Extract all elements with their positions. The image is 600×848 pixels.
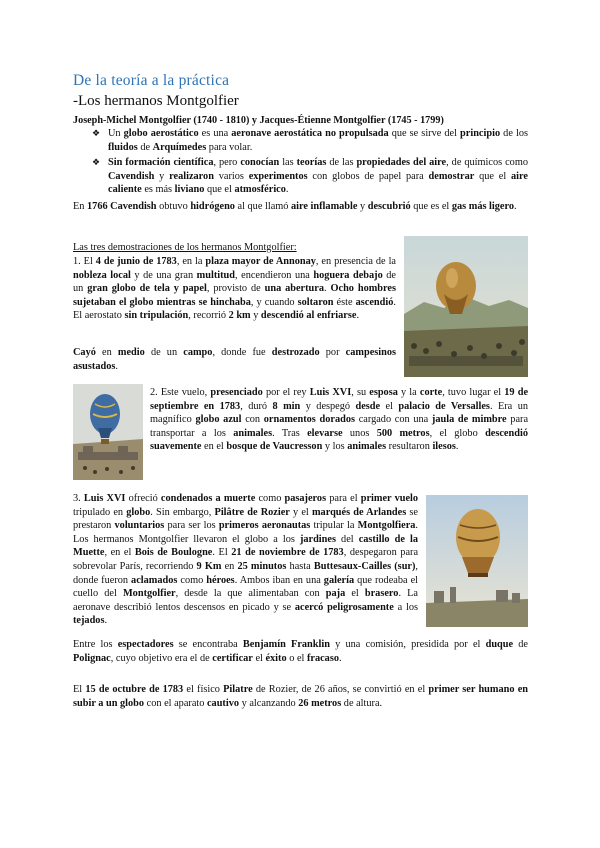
text-run: como bbox=[177, 574, 207, 586]
bold-run: aclamados bbox=[131, 574, 178, 586]
bold-run: Cayó bbox=[73, 347, 96, 358]
text-run: . Tras bbox=[272, 427, 308, 439]
text-run: . bbox=[104, 615, 108, 627]
demo-3-spectators bbox=[73, 638, 528, 665]
text-run: de un bbox=[144, 347, 184, 358]
text-run: . bbox=[356, 310, 360, 322]
text-run: en el bbox=[201, 441, 227, 453]
text-run: que rodeaba el cuello del bbox=[73, 574, 419, 600]
text-run: , el globo bbox=[429, 427, 486, 439]
bold-run: plaza mayor de Annonay bbox=[205, 256, 316, 267]
bold-run: primeros aeronautas bbox=[218, 520, 311, 532]
bold-run: Pilâtre de Rozier bbox=[214, 506, 290, 518]
text-run: y alcanzando bbox=[239, 697, 299, 709]
bold-run: descendió al enfriarse bbox=[260, 310, 357, 322]
text-run: , tuvo lugar el bbox=[442, 387, 505, 398]
bold-run: jardines bbox=[299, 533, 336, 545]
text-run: y una comisión, presidida por el bbox=[329, 639, 486, 650]
text-run: de bbox=[137, 141, 153, 153]
text-run: de las bbox=[326, 157, 357, 168]
bold-run: 8 min bbox=[272, 400, 301, 412]
text-run: se prestaron bbox=[73, 506, 418, 532]
bold-run: sin tripulación bbox=[124, 310, 189, 322]
bold-run: ascendió bbox=[355, 296, 394, 308]
bold-run: 15 de octubre de 1783 bbox=[85, 684, 184, 695]
bullet-icon: ❖ bbox=[92, 157, 101, 167]
bold-run: aire inflamable bbox=[291, 201, 358, 212]
bold-run: pasajeros bbox=[284, 493, 327, 504]
text-run: , cuyo objetivo era el de bbox=[110, 652, 213, 664]
text-run: y los bbox=[322, 441, 348, 453]
bold-run: palacio de Versalles bbox=[398, 400, 490, 412]
bold-run: Cavendish bbox=[108, 170, 155, 182]
text-run: , donde fueron bbox=[73, 560, 418, 586]
text-run: , de químicos como bbox=[446, 157, 528, 168]
demo-3-paragraph bbox=[73, 492, 418, 628]
text-run: para transportar a los bbox=[150, 414, 529, 439]
bold-run: fluidos bbox=[108, 141, 138, 153]
text-run: que es el bbox=[410, 201, 452, 212]
versailles-balloon-image bbox=[73, 384, 143, 480]
bold-run: destrozado bbox=[271, 347, 320, 358]
bold-run: conocían bbox=[240, 157, 280, 168]
bold-run: marqués de Arlandes bbox=[311, 506, 407, 518]
bold-run: una abertura bbox=[264, 283, 325, 295]
bold-run: descendió suavemente bbox=[150, 427, 528, 453]
text-run: , su bbox=[351, 387, 370, 398]
text-run: . bbox=[338, 652, 342, 664]
bold-run: elevarse bbox=[307, 427, 343, 439]
bold-run: 25 minutos bbox=[237, 560, 287, 572]
bold-run: campo bbox=[183, 347, 213, 358]
text-run: En bbox=[73, 201, 88, 212]
bold-run: atmosférico bbox=[234, 184, 286, 196]
demo-2-paragraph bbox=[150, 386, 528, 454]
text-run: y bbox=[250, 310, 261, 322]
text-run: y bbox=[357, 201, 368, 212]
text-run: , recorrió bbox=[188, 310, 229, 322]
text-run: el bbox=[345, 588, 365, 600]
bold-run: nobleza local bbox=[73, 269, 131, 281]
bold-run: Ocho hombres sujetaban el globo mientras se hinchaba bbox=[73, 283, 396, 308]
bold-run: 26 metros bbox=[298, 697, 342, 709]
bold-run: desde bbox=[355, 400, 381, 412]
bold-run: propiedades del aire bbox=[356, 157, 447, 168]
text-run: El bbox=[73, 684, 86, 695]
text-run: que se sirve del bbox=[388, 128, 461, 139]
bold-run: cautivo bbox=[206, 697, 240, 709]
bold-run: brasero bbox=[364, 588, 399, 600]
bold-run: soltaron bbox=[297, 296, 334, 308]
bold-run: globo aerostático bbox=[123, 128, 199, 139]
section-subtitle: -Los hermanos Montgolfier bbox=[73, 93, 239, 109]
bold-run: animales bbox=[347, 441, 387, 453]
text-run: 3. bbox=[73, 493, 84, 504]
bold-run: Montgolfier bbox=[122, 588, 176, 600]
bold-run: 500 metros bbox=[376, 427, 430, 439]
text-run: y de una gran bbox=[130, 269, 197, 281]
text-run: hasta bbox=[286, 560, 314, 572]
text-run: . bbox=[324, 283, 331, 295]
text-run: es más bbox=[141, 184, 175, 196]
text-run: es una bbox=[198, 128, 232, 139]
bold-run: certificar bbox=[212, 652, 253, 664]
text-run: 1. El bbox=[73, 256, 96, 267]
text-run: para ser los bbox=[164, 520, 219, 532]
bold-run: ornamentos dorados bbox=[263, 414, 355, 426]
bold-run: Polignac bbox=[73, 652, 111, 664]
text-run: . bbox=[115, 360, 118, 372]
text-run: , despegaron para sobrevolar París, recorriendo bbox=[73, 547, 419, 572]
annonay-balloon-image bbox=[404, 236, 528, 377]
bold-run: 2 km bbox=[228, 310, 251, 322]
text-run: Entre los bbox=[73, 639, 118, 650]
bold-run: éxito bbox=[265, 652, 287, 664]
bold-run: Sin formación científica bbox=[108, 157, 214, 168]
text-run: cargado con una bbox=[355, 414, 432, 426]
text-run: y la bbox=[397, 387, 420, 398]
bold-run: Pilatre bbox=[223, 684, 253, 695]
text-run: que el bbox=[474, 170, 512, 182]
text-run: con globos de papel para bbox=[307, 170, 429, 182]
bold-run: experimentos bbox=[248, 170, 308, 182]
bold-run: 21 de noviembre de 1783 bbox=[231, 547, 344, 559]
text-run: varios bbox=[213, 170, 249, 182]
text-run: , provisto de bbox=[206, 283, 265, 295]
bold-run: Buttesaux-Cailles (sur) bbox=[313, 560, 416, 572]
bullet-item bbox=[108, 156, 528, 197]
demo-1-landing bbox=[73, 346, 396, 373]
bold-run: primer ser humano en subir a un globo bbox=[73, 684, 529, 709]
bold-run: 9 Km bbox=[196, 560, 222, 572]
text-run: , desde la que alimentaban con bbox=[175, 588, 326, 600]
text-run: al que llamó bbox=[234, 201, 291, 212]
text-run: de bbox=[513, 639, 528, 650]
text-run: . El bbox=[212, 547, 232, 559]
bold-run: campesinos asustados bbox=[73, 347, 397, 372]
bold-run: globo bbox=[126, 506, 151, 518]
text-run: . Sin embargo, bbox=[150, 506, 215, 518]
text-run: en bbox=[221, 560, 238, 572]
text-run: . Los hermanos Montgolfier llevaron el globo a los bbox=[73, 520, 418, 545]
text-run: de Rozier, de 26 años, se convirtió en el bbox=[252, 684, 429, 695]
text-run: , en el bbox=[104, 547, 135, 559]
text-run: 2. Este vuelo, bbox=[150, 387, 211, 398]
bold-run: héroes bbox=[206, 574, 235, 586]
bold-run: Benjamín Franklin bbox=[242, 639, 330, 650]
text-run: , en la bbox=[176, 256, 206, 267]
bold-run: Luis XVI bbox=[83, 493, 126, 504]
text-run: que el bbox=[204, 184, 235, 196]
text-run: tripulado en bbox=[73, 506, 127, 518]
text-run: con bbox=[241, 414, 264, 426]
text-run: como bbox=[255, 493, 285, 504]
demo-1-paragraph bbox=[73, 255, 396, 323]
bold-run: castillo de la Muette bbox=[73, 533, 418, 559]
bold-run: 1766 Cavendish bbox=[87, 201, 157, 212]
bold-run: Bois de Boulogne bbox=[134, 547, 213, 559]
bold-run: voluntarios bbox=[114, 520, 165, 532]
text-run: de los bbox=[500, 128, 528, 139]
bold-run: animales bbox=[233, 427, 273, 439]
text-run: obtuvo bbox=[156, 201, 191, 212]
bold-run: corte bbox=[419, 387, 443, 398]
text-run: . Era un magnífico bbox=[150, 400, 528, 426]
authors-line: Joseph-Michel Montgolfier (1740 - 1810) y Jacques-Étienne Montgolfier (1745 - 1799) bbox=[73, 115, 444, 126]
text-run: el bbox=[380, 400, 399, 412]
text-run: , donde fue bbox=[212, 347, 272, 358]
text-run: . Ambos iban en una bbox=[234, 574, 324, 586]
text-run: por el rey bbox=[262, 387, 310, 398]
bold-run: fracaso bbox=[306, 652, 339, 664]
text-run: unos bbox=[342, 427, 377, 439]
text-run: se encontraba bbox=[173, 639, 243, 650]
text-run: resultaron bbox=[386, 441, 433, 453]
text-run: y el bbox=[289, 506, 312, 518]
final-paragraph bbox=[73, 683, 528, 710]
text-run: el físico bbox=[183, 684, 224, 695]
text-run: en bbox=[95, 347, 118, 358]
text-run: ofreció bbox=[125, 493, 161, 504]
bold-run: globo azul bbox=[195, 414, 242, 426]
bold-run: condenados a muerte bbox=[160, 493, 256, 504]
text-run: , duró bbox=[240, 400, 273, 412]
bold-run: espectadores bbox=[117, 639, 174, 650]
bold-run: principio bbox=[460, 128, 501, 139]
bold-run: esposa bbox=[369, 387, 398, 398]
text-run: para volar. bbox=[206, 141, 253, 153]
text-run: Un bbox=[108, 128, 124, 139]
bold-run: hoguera debajo bbox=[313, 269, 383, 281]
bold-run: bosque de Vaucresson bbox=[226, 441, 323, 453]
bold-run: gas más ligero bbox=[451, 201, 515, 212]
bullet-icon: ❖ bbox=[92, 128, 101, 138]
text-run: . bbox=[455, 441, 459, 453]
text-run: con el aparato bbox=[144, 697, 207, 709]
paris-balloon-image bbox=[426, 495, 528, 627]
bold-run: realizaron bbox=[169, 170, 214, 182]
bold-run: Luis XVI bbox=[309, 387, 352, 398]
text-run: éste bbox=[333, 296, 356, 308]
bold-run: ilesos bbox=[432, 441, 456, 453]
bold-run: galería bbox=[323, 574, 355, 586]
text-run: tripular la bbox=[310, 520, 358, 532]
text-run: del bbox=[335, 533, 359, 545]
bold-run: Montgolfiera bbox=[357, 520, 416, 532]
text-run: para el bbox=[326, 493, 361, 504]
bold-run: aeronave aerostática no propulsada bbox=[231, 128, 389, 139]
bold-run: presenciado bbox=[210, 387, 263, 398]
bold-run: duque bbox=[485, 639, 514, 650]
bold-run: gran globo de tela y papel bbox=[87, 283, 207, 295]
bold-run: tejados bbox=[73, 615, 105, 627]
text-run: y despegó bbox=[300, 400, 356, 412]
bold-run: descubrió bbox=[367, 201, 411, 212]
text-run: , pero bbox=[213, 157, 241, 168]
bold-run: Arquímedes bbox=[152, 141, 207, 153]
text-run: . bbox=[514, 201, 517, 212]
bold-run: teorías bbox=[296, 157, 327, 168]
text-run: las bbox=[279, 157, 297, 168]
text-run: por bbox=[319, 347, 346, 358]
text-run: de un bbox=[73, 269, 396, 295]
text-run: . bbox=[285, 184, 289, 196]
text-run: , encendieron una bbox=[235, 269, 314, 281]
bold-run: liviano bbox=[174, 184, 205, 196]
bold-run: acercó peligrosamente bbox=[294, 601, 394, 613]
text-run: , y cuando bbox=[250, 296, 298, 308]
bold-run: jaula de mimbre bbox=[431, 414, 507, 426]
bold-run: medio bbox=[117, 347, 145, 358]
bold-run: aire caliente bbox=[108, 170, 528, 196]
text-run: el bbox=[252, 652, 266, 664]
bullet-item bbox=[108, 127, 528, 154]
text-run: de altura. bbox=[341, 697, 383, 709]
bold-run: primer vuelo bbox=[360, 493, 419, 504]
page-title: De la teoría a la práctica bbox=[73, 72, 230, 89]
bold-run: hidrógeno bbox=[190, 201, 235, 212]
text-run: . El aerostato bbox=[73, 296, 396, 322]
text-run: , en presencia de la bbox=[315, 256, 397, 267]
bold-run: demostrar bbox=[428, 170, 475, 182]
bold-run: 19 de septiembre en 1783 bbox=[150, 387, 529, 412]
cavendish-paragraph bbox=[73, 200, 528, 214]
text-run: . La aeronave describió lentos descensos en picado y se bbox=[73, 588, 418, 613]
text-run: a los bbox=[393, 601, 418, 613]
demonstrations-heading: Las tres demostraciones de los hermanos Montgolfier: bbox=[73, 242, 297, 253]
bold-run: paja bbox=[325, 588, 346, 600]
text-run: o el bbox=[286, 652, 307, 664]
bold-run: 4 de junio de 1783 bbox=[95, 256, 177, 267]
text-run: y bbox=[154, 170, 170, 182]
bold-run: multitud bbox=[196, 269, 235, 281]
